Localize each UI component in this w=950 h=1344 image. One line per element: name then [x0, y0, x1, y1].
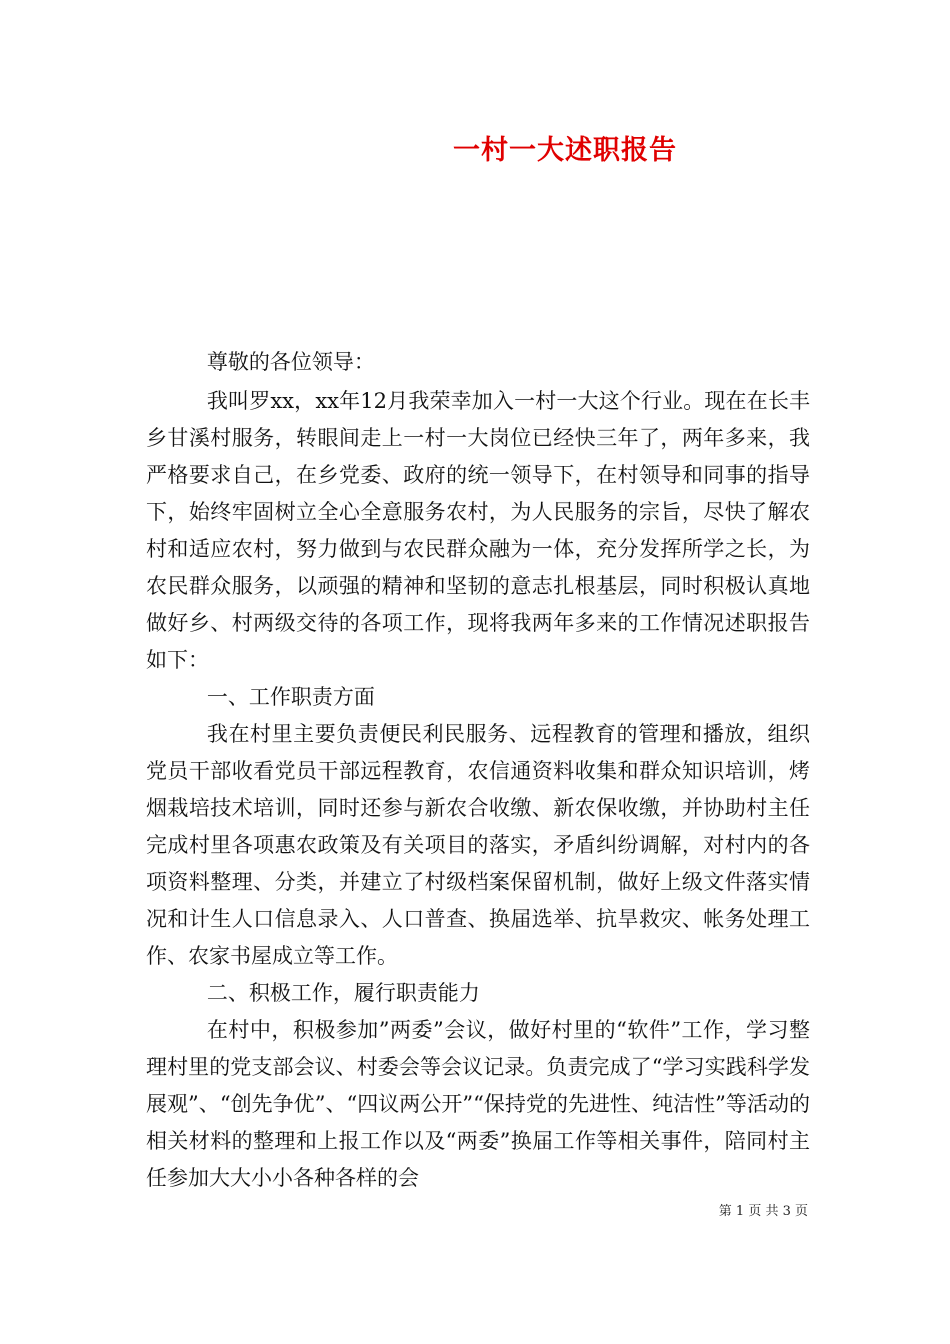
document-title: 一村一大述职报告	[453, 135, 677, 166]
section-heading-2: 二、积极工作，履行职责能力	[206, 981, 480, 1005]
paragraph-duties: 我在村里主要负责便民利民服务、远程教育的管理和播放，组织党员干部收看党员干部远程教育，农信通资料收集和群众知识培训，烤烟栽培技术培训，同时还参与新农合收缴、新农保收缴，并协助村主任完成村里各项惠农政策及有关项目的落实，矛盾纠纷调解，对村内的各项资料整理、分类，并建立了村级档案保留机制，做好上级文件落实情况和计生人口信息录入、人口普查、换届选举、抗旱救灾、帐务处理工作、农家书屋成立等工作。	[146, 722, 810, 968]
section-heading-1: 一、工作职责方面	[206, 685, 375, 709]
page-number: 第 1 页 共 3 页	[718, 1204, 808, 1219]
paragraph-work: 在村中，积极参加”两委”会议，做好村里的“软件”工作，学习整理村里的党支部会议、村委会等会议记录。负责完成了“学习实践科学发展观”、“创先争优”、“四议两公开”“保持党的先进性、纯洁性”等活动的相关材料的整理和上报工作以及“两委”换届工作等相关事件，陪同村主任参加大大小小各种各样的会	[146, 1018, 810, 1190]
document-body	[146, 344, 810, 1197]
salutation: 尊敬的各位领导：	[206, 350, 375, 374]
paragraph-intro: 我叫罗xx，xx年12月我荣幸加入一村一大这个行业。现在在长丰乡甘溪村服务，转眼间走上一村一大岗位已经快三年了，两年多来，我严格要求自己，在乡党委、政府的统一领导下，在村领导和同事的指导下，始终牢固树立全心全意服务农村，为人民服务的宗旨，尽快了解农村和适应农村，努力做到与农民群众融为一体，充分发挥所学之长，为农民群众服务，以顽强的精神和坚韧的意志扎根基层，同时积极认真地做好乡、村两级交待的各项工作，现将我两年多来的工作情况述职报告如下：	[146, 389, 810, 672]
